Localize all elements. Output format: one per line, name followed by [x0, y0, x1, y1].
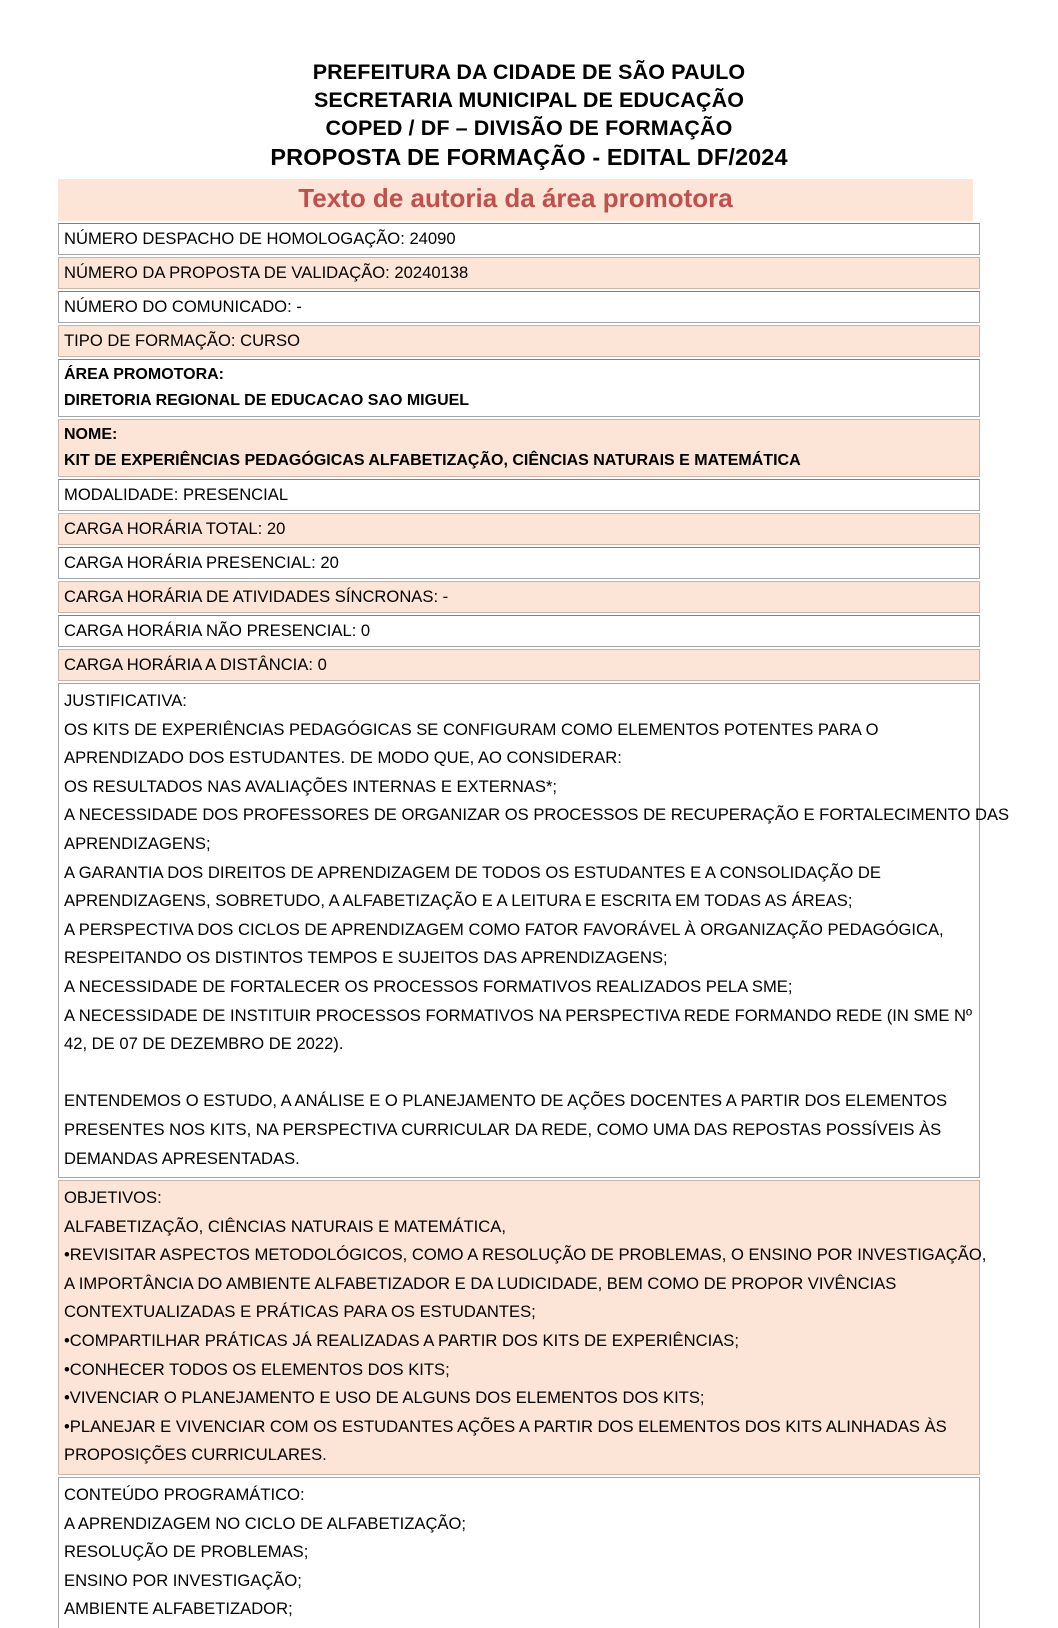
row-numero-despacho-text: NÚMERO DESPACHO DE HOMOLOGAÇÃO: 24090	[64, 229, 456, 248]
justificativa-line-2: APRENDIZADO DOS ESTUDANTES. DE MODO QUE, AO CONSIDERAR:	[64, 748, 622, 768]
row-carga-horaria-sincronas-text: CARGA HORÁRIA DE ATIVIDADES SÍNCRONAS: -	[64, 587, 449, 606]
objetivos-line-4: CONTEXTUALIZADAS E PRÁTICAS PARA OS ESTUDANTES;	[64, 1302, 536, 1322]
objetivos-line-6: •CONHECER TODOS OS ELEMENTOS DOS KITS;	[64, 1359, 450, 1379]
row-carga-horaria-presencial-text: CARGA HORÁRIA PRESENCIAL: 20	[64, 553, 339, 572]
conteudo-line-0: CONTEÚDO PROGRAMÁTICO:	[64, 1485, 305, 1505]
header-line-prefeitura: PREFEITURA DA CIDADE DE SÃO PAULO	[312, 60, 746, 84]
block-justificativa	[58, 683, 1010, 1178]
objetivos-line-9: PROPOSIÇÕES CURRICULARES.	[64, 1445, 327, 1465]
objetivos-line-8: •PLANEJAR E VIVENCIAR COM OS ESTUDANTES AÇÕES A PARTIR DOS ELEMENTOS DOS KITS ALINHADAS ÀS	[64, 1416, 947, 1436]
objetivos-line-0: OBJETIVOS:	[64, 1188, 162, 1208]
justificativa-line-11: A NECESSIDADE DE INSTITUIR PROCESSOS FORMATIVOS NA PERSPECTIVA REDE FORMANDO REDE (IN SME Nº	[64, 1005, 973, 1025]
row-carga-horaria-distancia-text: CARGA HORÁRIA A DISTÂNCIA: 0	[64, 655, 327, 674]
block-conteudo-programatico	[58, 1477, 980, 1628]
row-area-promotora-label: ÁREA PROMOTORA:	[64, 366, 224, 383]
justificativa-line-7: APRENDIZAGENS, SOBRETUDO, A ALFABETIZAÇÃO E A LEITURA E ESCRITA EM TODAS AS ÁREAS;	[64, 891, 853, 911]
row-carga-horaria-nao-presencial-text: CARGA HORÁRIA NÃO PRESENCIAL: 0	[64, 621, 371, 640]
justificativa-line-13	[64, 1059, 973, 1088]
row-numero-despacho	[58, 223, 980, 255]
row-carga-horaria-nao-presencial	[58, 615, 980, 647]
row-nome-label: NOME:	[64, 426, 118, 443]
justificativa-line-14: ENTENDEMOS O ESTUDO, A ANÁLISE E O PLANEJAMENTO DE AÇÕES DOCENTES A PARTIR DOS ELEMENTOS	[64, 1091, 948, 1111]
justificativa-line-4: A NECESSIDADE DOS PROFESSORES DE ORGANIZAR OS PROCESSOS DE RECUPERAÇÃO E FORTALECIMENTO DAS	[64, 805, 1010, 825]
row-modalidade-text: MODALIDADE: PRESENCIAL	[64, 485, 289, 504]
row-carga-horaria-total-text: CARGA HORÁRIA TOTAL: 20	[64, 519, 286, 538]
row-nome	[58, 419, 980, 477]
row-carga-horaria-distancia	[58, 649, 980, 681]
justificativa-line-0: JUSTIFICATIVA:	[64, 691, 187, 710]
objetivos-line-2: •REVISITAR ASPECTOS METODOLÓGICOS, COMO A RESOLUÇÃO DE PROBLEMAS, O ENSINO POR INVESTIGAÇÃO,	[64, 1245, 987, 1265]
conteudo-line-3: ENSINO POR INVESTIGAÇÃO;	[64, 1570, 302, 1590]
header-line-coped: COPED / DF – DIVISÃO DE FORMAÇÃO	[325, 116, 733, 140]
objetivos-line-7: •VIVENCIAR O PLANEJAMENTO E USO DE ALGUNS DOS ELEMENTOS DOS KITS;	[64, 1388, 705, 1408]
justificativa-line-12: 42, DE 07 DE DEZEMBRO DE 2022).	[64, 1034, 344, 1054]
row-numero-comunicado-text: NÚMERO DO COMUNICADO: -	[64, 297, 302, 316]
justificativa-line-10: A NECESSIDADE DE FORTALECER OS PROCESSOS FORMATIVOS REALIZADOS PELA SME;	[64, 976, 793, 996]
row-carga-horaria-total	[58, 513, 980, 545]
header-line-proposta: PROPOSTA DE FORMAÇÃO - EDITAL DF/2024	[270, 144, 788, 170]
banner-title: Texto de autoria da área promotora	[298, 183, 733, 213]
justificativa-line-1: OS KITS DE EXPERIÊNCIAS PEDAGÓGICAS SE CONFIGURAM COMO ELEMENTOS POTENTES PARA O	[64, 719, 879, 739]
row-carga-horaria-presencial	[58, 547, 980, 579]
justificativa-line-16: DEMANDAS APRESENTADAS.	[64, 1148, 300, 1168]
row-numero-comunicado	[58, 291, 980, 323]
row-modalidade	[58, 479, 980, 511]
justificativa-line-8: A PERSPECTIVA DOS CICLOS DE APRENDIZAGEM COMO FATOR FAVORÁVEL À ORGANIZAÇÃO PEDAGÓGICA,	[64, 919, 944, 939]
objetivos-line-1: ALFABETIZAÇÃO, CIÊNCIAS NATURAIS E MATEMÁTICA,	[64, 1216, 506, 1236]
justificativa-line-9: RESPEITANDO OS DISTINTOS TEMPOS E SUJEITOS DAS APRENDIZAGENS;	[64, 948, 668, 968]
row-nome-value: KIT DE EXPERIÊNCIAS PEDAGÓGICAS ALFABETIZAÇÃO, CIÊNCIAS NATURAIS E MATEMÁTICA	[64, 452, 801, 469]
row-numero-proposta	[58, 257, 980, 289]
document-header	[0, 0, 1058, 173]
row-carga-horaria-sincronas	[58, 581, 980, 613]
block-objetivos	[58, 1180, 987, 1475]
row-tipo-formacao-text: TIPO DE FORMAÇÃO: CURSO	[64, 331, 301, 350]
justificativa-line-3: OS RESULTADOS NAS AVALIAÇÕES INTERNAS E EXTERNAS*;	[64, 776, 558, 796]
row-area-promotora	[58, 359, 980, 417]
objetivos-line-3: A IMPORTÂNCIA DO AMBIENTE ALFABETIZADOR E DA LUDICIDADE, BEM COMO DE PROPOR VIVÊNCIAS	[64, 1273, 897, 1293]
justificativa-line-5: APRENDIZAGENS;	[64, 833, 211, 853]
banner-texto-autoria	[58, 179, 973, 221]
objetivos-line-5: •COMPARTILHAR PRÁTICAS JÁ REALIZADAS A PARTIR DOS KITS DE EXPERIÊNCIAS;	[64, 1331, 739, 1351]
form-table	[0, 179, 1058, 1628]
row-area-promotora-value: DIRETORIA REGIONAL DE EDUCACAO SAO MIGUEL	[64, 392, 470, 409]
justificativa-line-15: PRESENTES NOS KITS, NA PERSPECTIVA CURRICULAR DA REDE, COMO UMA DAS REPOSTAS POSSÍVEIS ÀS	[64, 1119, 942, 1139]
conteudo-line-1: A APRENDIZAGEM NO CICLO DE ALFABETIZAÇÃO;	[64, 1513, 467, 1533]
justificativa-line-6: A GARANTIA DOS DIREITOS DE APRENDIZAGEM DE TODOS OS ESTUDANTES E A CONSOLIDAÇÃO DE	[64, 862, 881, 882]
conteudo-line-4: AMBIENTE ALFABETIZADOR;	[64, 1599, 293, 1619]
header-line-secretaria: SECRETARIA MUNICIPAL DE EDUCAÇÃO	[313, 88, 745, 112]
row-numero-proposta-text: NÚMERO DA PROPOSTA DE VALIDAÇÃO: 20240138	[64, 263, 469, 282]
row-tipo-formacao	[58, 325, 980, 357]
conteudo-line-2: RESOLUÇÃO DE PROBLEMAS;	[64, 1542, 309, 1562]
